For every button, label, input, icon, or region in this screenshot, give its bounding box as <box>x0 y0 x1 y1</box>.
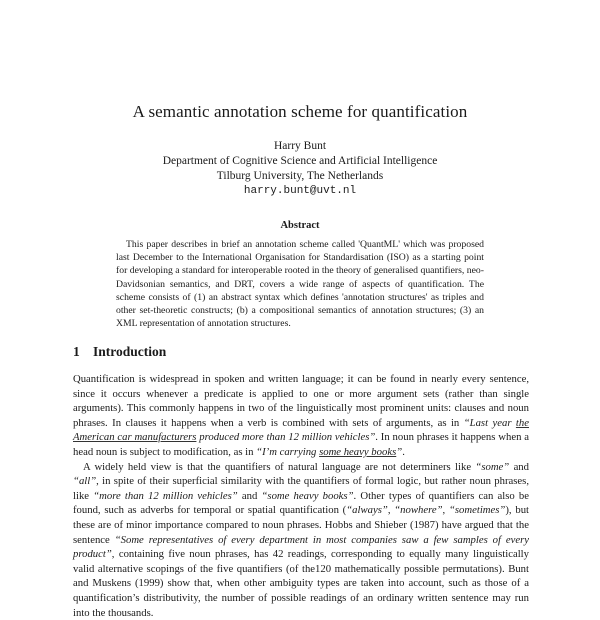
text-run: . In noun phrases it happens when a head noun is subject to modification, as in <box>73 431 529 458</box>
abstract-text: This paper describes in brief an annotation scheme called 'QuantML' which was proposed last December to the International Organisation for Standardisation (ISO) as a starting point for developing a standard for interoperable rooted in the theory of generalised quantifiers, neo-Davidsonian semantics, and DRT, covers a wide range of aspects of quantification. The scheme consists of (1) an abstract syntax which defines 'annotation structures' as triples and other set-theoretic constructs; (b) a compositional semantics of annotation structures; (3) an XML representation of annotation structures. <box>116 239 484 330</box>
text-run: . <box>402 445 405 458</box>
underlined-quantifier: some heavy books <box>319 445 397 458</box>
quote-example: “Some representatives of every department in most companies saw a few samples of every product” <box>73 533 529 561</box>
section-heading <box>73 344 166 360</box>
author-name: Harry Bunt <box>273 140 327 152</box>
author-university: Tilburg University, The Netherlands <box>216 170 384 182</box>
paragraph-1 <box>73 372 529 460</box>
text-run: and <box>509 460 529 473</box>
text-run: . Other types of quantifiers can also be found, such as adverbs for temporal or spatial quantification ( <box>73 489 529 517</box>
author-email: harry.bunt@uvt.nl <box>243 185 357 197</box>
quote-example: “always” <box>346 504 388 517</box>
quote-example: “Last year <box>463 416 516 429</box>
text-run: , in spite of their superficial similarity with the quantifiers of formal logic, but rather noun phrases, like <box>73 475 529 502</box>
section-number: 1 <box>73 344 80 359</box>
text-run: , containing five noun phrases, has 42 readings, corresponding to equally many linguistically valid alternative scopings of the five quantifiers (of the120 mathematically possible permutations). Bunt and Muskens (1999) show that, when other ambiguity types are taken into account, such as those of a quantification’s distributivity, the number of possible readings of an ordinary written sentence may run into the thousands. <box>73 548 529 619</box>
section-title: Introduction <box>93 344 167 359</box>
text-run: ), but these are of minor importance compared to noun phrases. Hobbs and Shieber (1987) have argued that the sentence <box>73 504 530 546</box>
text-run: and <box>237 489 262 502</box>
text-run: A widely held view is that the quantifiers of natural language are not determiners like <box>83 460 476 473</box>
quote-example: “I’m carrying <box>256 445 320 458</box>
body-text <box>73 372 529 620</box>
author-block <box>0 139 600 199</box>
quote-example: produced more than 12 million vehicles” <box>196 431 376 444</box>
underlined-quantifier: the American car manufacturers <box>73 416 529 444</box>
text-run: , <box>387 504 395 517</box>
text-run: , <box>442 504 449 517</box>
quote-example: “all” <box>73 475 97 488</box>
quote-example: “nowhere” <box>394 504 443 517</box>
quote-example: “some” <box>475 460 510 473</box>
abstract-heading: Abstract <box>280 220 320 231</box>
quote-example: “sometimes” <box>448 504 506 517</box>
quote-example: ” <box>396 445 403 458</box>
paragraph-2 <box>73 460 529 620</box>
quote-example: “some heavy books” <box>261 489 354 502</box>
author-department: Department of Cognitive Science and Artificial Intelligence <box>162 155 438 167</box>
text-run: Quantification is widespread in spoken and written language; it can be found in nearly every sentence, since it occurs whenever a predicate is applied to one or more argument sets (rather than single arguments). This commonly happens in two of the linguistically most prominent units: clauses and noun phrases. In clauses it happens when a verb is combined with sets of arguments, as in <box>73 373 529 429</box>
paper-title: A semantic annotation scheme for quantification <box>132 102 468 121</box>
quote-example: “more than 12 million vehicles” <box>93 489 238 502</box>
